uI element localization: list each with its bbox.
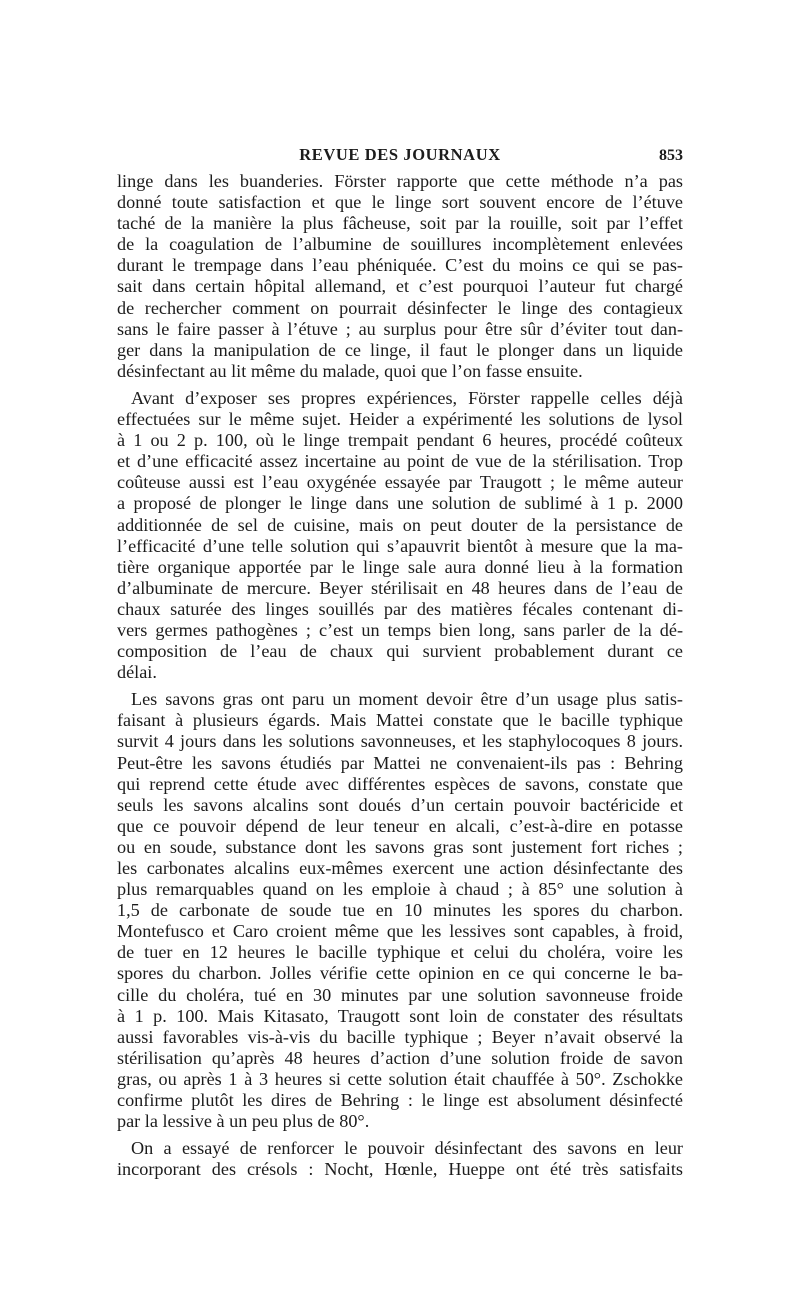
paragraph xyxy=(117,171,683,382)
text-line: effectuées sur le même sujet. Heider a expérimenté les solutions de lysol xyxy=(117,409,683,430)
text-line: par la lessive à un peu plus de 80°. xyxy=(117,1111,370,1132)
text-line: linge dans les buanderies. Förster rapporte que cette méthode n’a pas xyxy=(117,171,683,191)
text-line: et d’une efficacité assez incertaine au point de vue de la stérilisation. Trop xyxy=(117,451,683,472)
running-title: REVUE DES JOURNAUX xyxy=(299,145,501,164)
text-line: Les savons gras ont paru un moment devoir être d’un usage plus satis- xyxy=(131,689,683,710)
text-line: ou en soude, substance dont les savons gras sont justement fort riches ; xyxy=(117,836,683,857)
text-line: à 1 p. 100. Mais Kitasato, Traugott sont loin de constater des résultats xyxy=(117,1005,683,1026)
text-line: incorporant des crésols : Nocht, Hœnle, Hueppe ont été très satisfaits xyxy=(117,1159,683,1180)
paragraph xyxy=(117,689,683,1132)
body-text xyxy=(117,171,683,1180)
text-line: additionnée de sel de cuisine, mais on peut douter de la persistance de xyxy=(117,514,683,535)
text-line: faisant à plusieurs égards. Mais Mattei constate que le bacille typhique xyxy=(117,710,683,731)
text-line: de tuer en 12 heures le bacille typhique et celui du choléra, voire les xyxy=(117,942,683,963)
text-line: spores du charbon. Jolles vérifie cette opinion en ce qui concerne le ba- xyxy=(117,963,683,984)
text-line: gras, ou après 1 à 3 heures si cette solution était chauffée à 50°. Zschokke xyxy=(117,1068,683,1089)
page-number: 853 xyxy=(659,147,683,164)
text-line: On a essayé de renforcer le pouvoir désinfectant des savons en leur xyxy=(131,1138,683,1159)
text-line: Avant d’exposer ses propres expériences, Förster rappelle celles déjà xyxy=(131,387,683,408)
text-line: les carbonates alcalins eux-mêmes exercent une action désinfectante des xyxy=(117,858,683,878)
text-line: chaux saturée des linges souillés par des matières fécales contenant di- xyxy=(117,598,683,619)
text-line: taché de la manière la plus fâcheuse, soit par la rouille, soit par l’effet xyxy=(117,213,683,234)
paragraph xyxy=(117,1138,683,1180)
text-line: 1,5 de carbonate de soude tue en 10 minutes les spores du charbon. xyxy=(117,900,683,921)
paragraph xyxy=(117,388,683,683)
text-line: désinfectant au lit même du malade, quoi que l’on fasse ensuite. xyxy=(117,360,583,381)
text-line: Montefusco et Caro croient même que les lessives sont capables, à froid, xyxy=(117,921,683,942)
text-line: l’efficacité d’une telle solution qui s’apauvrit bientôt à mesure que la ma- xyxy=(117,535,683,556)
text-line: de rechercher comment on pourrait désinfecter le linge des contagieux xyxy=(117,297,683,318)
text-line: ger dans la manipulation de ce linge, il faut le plonger dans un liquide xyxy=(117,339,683,360)
text-line: Peut-être les savons étudiés par Mattei ne convenaient-ils pas : Behring xyxy=(117,752,683,773)
text-line: vers germes pathogènes ; c’est un temps bien long, sans parler de la dé- xyxy=(117,619,683,640)
text-line: stérilisation qu’après 48 heures d’action d’une solution froide de savon xyxy=(117,1047,683,1068)
text-line: qui reprend cette étude avec différentes espèces de savons, constate que xyxy=(117,773,683,794)
text-line: sans le faire passer à l’étuve ; au surplus pour être sûr d’éviter tout dan- xyxy=(117,318,683,339)
text-line: tière organique apportée par le linge sale aura donné lieu à la formation xyxy=(117,556,683,577)
text-line: a proposé de plonger le linge dans une solution de sublimé à 1 p. 2000 xyxy=(117,493,683,514)
text-line: durant le trempage dans l’eau phéniquée. C’est du moins ce qui se pas- xyxy=(117,255,683,276)
text-line: plus remarquables quand on les emploie à chaud ; à 85° une solution à xyxy=(117,879,683,900)
text-line: seuls les savons alcalins sont doués d’un certain pouvoir bactéricide et xyxy=(117,794,683,815)
text-line: confirme plutôt les dires de Behring : le linge est absolument désinfecté xyxy=(117,1090,683,1111)
text-line: cille du choléra, tué en 30 minutes par une solution savonneuse froide xyxy=(117,984,683,1005)
text-line: d’albuminate de mercure. Beyer stérilisait en 48 heures dans de l’eau de xyxy=(117,577,683,598)
text-line: que ce pouvoir dépend de leur teneur en alcali, c’est-à-dire en potasse xyxy=(117,815,683,836)
running-header xyxy=(117,145,683,169)
text-line: composition de l’eau de chaux qui survient probablement durant ce xyxy=(117,641,683,662)
text-line: coûteuse aussi est l’eau oxygénée essayée par Traugott ; le même auteur xyxy=(117,472,683,493)
text-line: donné toute satisfaction et que le linge sort souvent encore de l’étuve xyxy=(117,192,683,213)
text-line: sait dans certain hôpital allemand, et c’est pourquoi l’auteur fut chargé xyxy=(117,276,683,297)
text-line: à 1 ou 2 p. 100, où le linge trempait pendant 6 heures, procédé coûteux xyxy=(117,430,683,451)
text-line: délai. xyxy=(117,662,157,683)
text-line: de la coagulation de l’albumine de souillures incomplètement enlevées xyxy=(117,234,683,255)
text-line: survit 4 jours dans les solutions savonneuses, et les staphylocoques 8 jours. xyxy=(117,731,683,752)
text-line: aussi favorables vis-à-vis du bacille typhique ; Beyer n’avait observé la xyxy=(117,1026,683,1047)
